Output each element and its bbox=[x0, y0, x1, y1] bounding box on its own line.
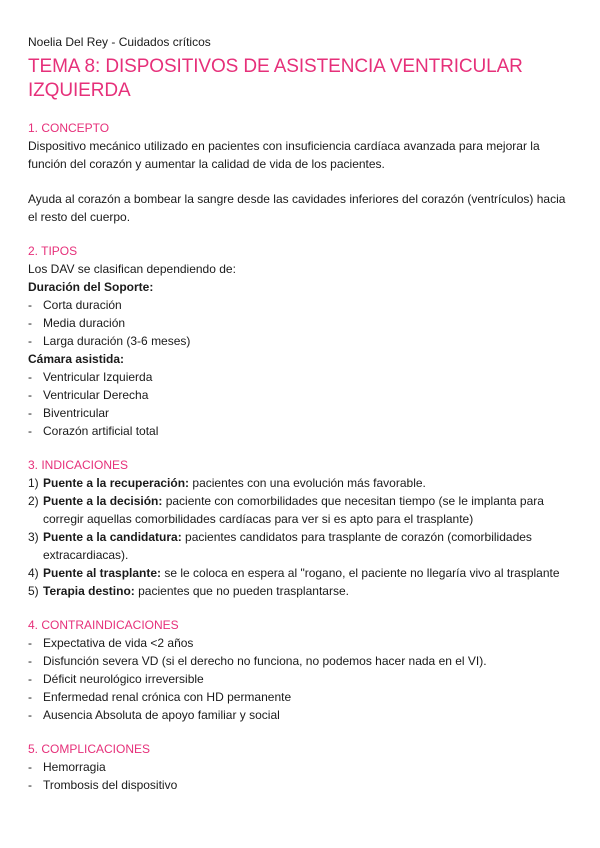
section-spacer bbox=[28, 600, 578, 617]
indicacion-text: paciente con comorbilidades que necesitan tiempo (se le implanta para corregir aquellas comorbilidades cardíacas para ver si es apto para el trasplante) bbox=[43, 494, 544, 526]
list-number: 2) bbox=[28, 494, 39, 508]
indicacion-term: Puente a la recuperación: bbox=[43, 476, 190, 490]
dash-marker: - bbox=[28, 388, 32, 402]
dash-marker: - bbox=[28, 424, 32, 438]
list-item bbox=[28, 422, 578, 440]
list-item bbox=[28, 582, 578, 600]
indicaciones-list bbox=[28, 474, 578, 600]
tipos-intro: Los DAV se clasifican dependiendo de: bbox=[28, 262, 236, 276]
dash-marker: - bbox=[28, 334, 32, 348]
dash-marker: - bbox=[28, 690, 32, 704]
list-item bbox=[28, 634, 578, 652]
list-item-text: Media duración bbox=[43, 316, 126, 330]
list-item bbox=[28, 652, 578, 670]
dash-marker: - bbox=[28, 708, 32, 722]
duracion-list bbox=[28, 296, 578, 350]
list-number: 5) bbox=[28, 584, 39, 598]
list-item-text: Disfunción severa VD (si el derecho no funciona, no podemos hacer nada en el VI). bbox=[43, 654, 487, 668]
list-item-text: Ausencia Absoluta de apoyo familiar y social bbox=[43, 708, 280, 722]
indicacion-text: pacientes que no pueden trasplantarse. bbox=[134, 584, 349, 598]
list-item bbox=[28, 670, 578, 688]
list-item bbox=[28, 296, 578, 314]
contraindicaciones-list bbox=[28, 634, 578, 724]
list-number: 3) bbox=[28, 530, 39, 544]
list-item bbox=[28, 492, 578, 528]
dash-marker: - bbox=[28, 760, 32, 774]
dash-marker: - bbox=[28, 298, 32, 312]
section-spacer bbox=[28, 440, 578, 457]
section-heading-complicaciones: 5. COMPLICACIONES bbox=[28, 742, 151, 756]
list-item bbox=[28, 368, 578, 386]
list-item-text: Expectativa de vida <2 años bbox=[43, 636, 194, 650]
author-header: Noelia Del Rey - Cuidados críticos bbox=[28, 35, 211, 49]
list-item-text: Larga duración (3-6 meses) bbox=[43, 334, 191, 348]
indicacion-term: Puente a la decisión: bbox=[43, 494, 163, 508]
list-item-text: Ventricular Izquierda bbox=[43, 370, 153, 384]
list-item bbox=[28, 528, 578, 564]
duracion-subheading: Duración del Soporte: bbox=[28, 280, 154, 294]
list-item bbox=[28, 386, 578, 404]
section-heading-contraindicaciones: 4. CONTRAINDICACIONES bbox=[28, 618, 179, 632]
list-item bbox=[28, 404, 578, 422]
list-item bbox=[28, 314, 578, 332]
list-item-text: Trombosis del dispositivo bbox=[43, 778, 178, 792]
section-heading-indicaciones: 3. INDICACIONES bbox=[28, 458, 129, 472]
dash-marker: - bbox=[28, 672, 32, 686]
indicacion-term: Puente al trasplante: bbox=[43, 566, 162, 580]
dash-marker: - bbox=[28, 636, 32, 650]
indicacion-term: Puente a la candidatura: bbox=[43, 530, 182, 544]
dash-marker: - bbox=[28, 316, 32, 330]
list-item-text: Ventricular Derecha bbox=[43, 388, 149, 402]
list-number: 1) bbox=[28, 476, 39, 490]
paragraph-spacer bbox=[28, 173, 578, 190]
concepto-paragraph-2: Ayuda al corazón a bombear la sangre desde las cavidades inferiores del corazón (ventrículos) hacia el resto del cuerpo. bbox=[28, 192, 566, 224]
list-item bbox=[28, 776, 578, 794]
section-heading-tipos: 2. TIPOS bbox=[28, 244, 78, 258]
list-item-text: Enfermedad renal crónica con HD permanente bbox=[43, 690, 292, 704]
list-item-text: Déficit neurológico irreversible bbox=[43, 672, 204, 686]
list-item-text: Corazón artificial total bbox=[43, 424, 159, 438]
list-item bbox=[28, 706, 578, 724]
list-item-text: Hemorragia bbox=[43, 760, 106, 774]
section-spacer bbox=[28, 724, 578, 741]
section-contraindicaciones bbox=[28, 617, 578, 724]
section-spacer bbox=[28, 226, 578, 243]
indicacion-term: Terapia destino: bbox=[43, 584, 135, 598]
section-heading-concepto: 1. CONCEPTO bbox=[28, 121, 110, 135]
list-item bbox=[28, 758, 578, 776]
indicacion-text: pacientes candidatos para trasplante de corazón (comorbilidades extracardiacas). bbox=[43, 530, 532, 562]
list-item-text: Biventricular bbox=[43, 406, 110, 420]
list-item bbox=[28, 688, 578, 706]
section-complicaciones bbox=[28, 741, 578, 794]
list-item bbox=[28, 474, 578, 492]
dash-marker: - bbox=[28, 406, 32, 420]
list-number: 4) bbox=[28, 566, 39, 580]
document-page bbox=[28, 34, 578, 794]
camara-subheading: Cámara asistida: bbox=[28, 352, 125, 366]
indicacion-text: pacientes con una evolución más favorable. bbox=[189, 476, 426, 490]
indicacion-text: se le coloca en espera al "rogano, el paciente no llegaría vivo al trasplante bbox=[161, 566, 560, 580]
concepto-paragraph-1: Dispositivo mecánico utilizado en pacientes con insuficiencia cardíaca avanzada para mejorar la función del corazón y aumentar la calidad de vida de los pacientes. bbox=[28, 139, 540, 171]
camara-list bbox=[28, 368, 578, 440]
section-indicaciones bbox=[28, 457, 578, 600]
list-item bbox=[28, 564, 578, 582]
section-concepto bbox=[28, 120, 578, 226]
page-title: TEMA 8: DISPOSITIVOS DE ASISTENCIA VENTRICULAR IZQUIERDA bbox=[28, 56, 523, 101]
complicaciones-list bbox=[28, 758, 578, 794]
dash-marker: - bbox=[28, 654, 32, 668]
list-item bbox=[28, 332, 578, 350]
dash-marker: - bbox=[28, 778, 32, 792]
dash-marker: - bbox=[28, 370, 32, 384]
list-item-text: Corta duración bbox=[43, 298, 122, 312]
section-tipos bbox=[28, 243, 578, 440]
